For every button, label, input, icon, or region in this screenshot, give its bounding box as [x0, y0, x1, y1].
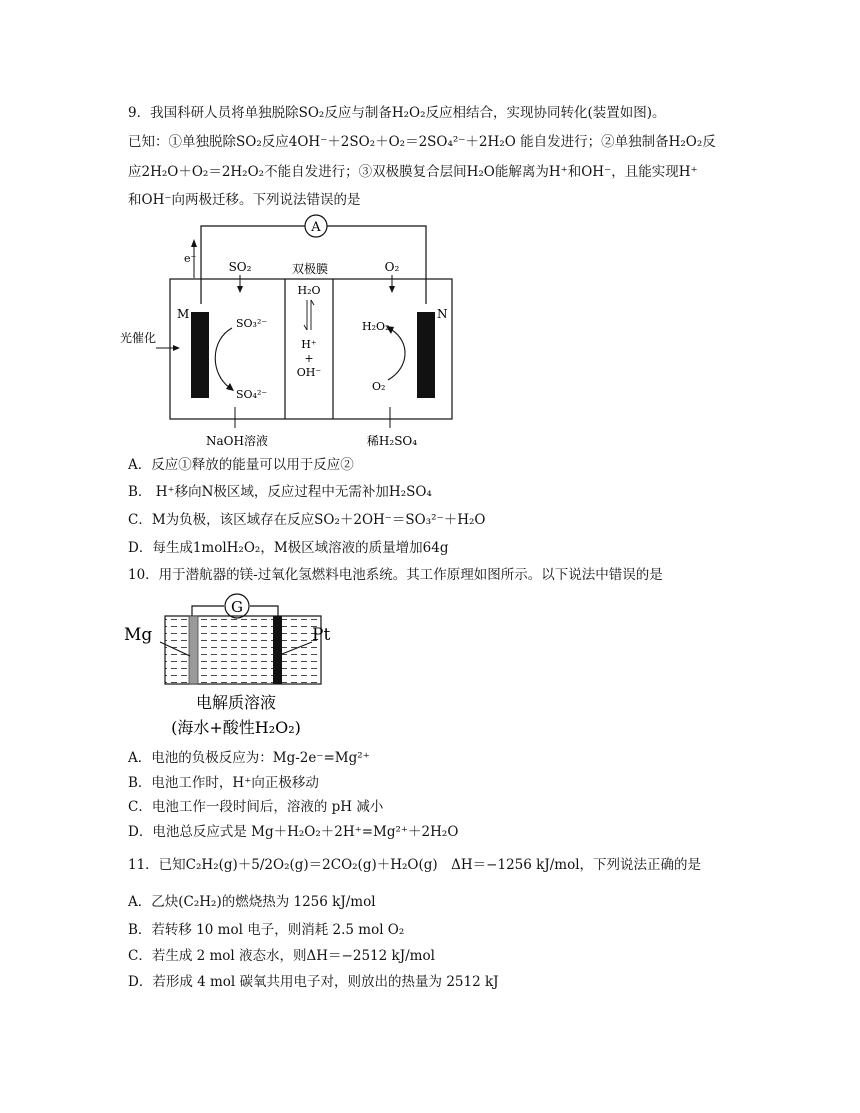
q9-option-d: D．每生成1molH₂O₂，M极区域溶液的质量增加64g — [128, 540, 449, 556]
membrane-oh-minus: OH⁻ — [296, 366, 322, 379]
q10-option-b: B．电池工作时，H⁺向正极移动 — [128, 775, 319, 791]
electrode-n-label: N — [437, 307, 448, 321]
left-curve-arrow-icon — [226, 383, 234, 391]
q10-option-c: C．电池工作一段时间后，溶液的 pH 减小 — [128, 799, 384, 815]
q9-stem-line-4: 和OH⁻向两极迁移。下列说法错误的是 — [128, 192, 361, 208]
mg-label: Mg — [124, 625, 153, 645]
peroxide-label: H₂O₂ — [362, 320, 390, 333]
q11-stem: 11．已知C₂H₂(g)＋5/2O₂(g)＝2CO₂(g)＋H₂O(g) ΔH＝−1256 kJ/mol，下列说法正确的是 — [128, 857, 702, 873]
electrode-m-label: M — [177, 307, 190, 321]
mg-electrode — [189, 616, 198, 684]
electrolyte-caption-2: (海水+酸性H₂O₂) — [171, 718, 301, 737]
q10-stem: 10．用于潜航器的镁-过氧化氢燃料电池系统。其工作原理如图所示。以下说法中错误的是 — [128, 567, 663, 583]
naoh-solution-label: NaOH溶液 — [206, 434, 268, 448]
meter-label: G — [231, 598, 243, 616]
membrane-water-label: H₂O — [297, 284, 321, 297]
o2-arrow-icon — [389, 286, 395, 293]
membrane-h-plus: H⁺ — [301, 338, 317, 351]
sulfite-label: SO₃²⁻ — [236, 317, 268, 330]
sulfate-label: SO₄²⁻ — [236, 388, 268, 401]
electron-label: e⁻ — [184, 252, 197, 265]
electrolyte-box — [165, 616, 321, 684]
electrolyte-caption-1: 电解质溶液 — [195, 693, 277, 712]
pt-electrode — [273, 616, 282, 684]
q9-stem-line-2: 已知：①单独脱除SO₂反应4OH⁻＋2SO₂＋O₂＝2SO₄²⁻＋2H₂O 能自发进行；②单独制备H₂O₂反 — [128, 134, 716, 150]
o2-inlet-label: O₂ — [384, 260, 400, 274]
light-label: 光催化 — [120, 331, 157, 345]
q10-option-d: D．电池总反应式是 Mg＋H₂O₂＋2H⁺=Mg²⁺＋2H₂O — [128, 824, 459, 840]
electrode-m — [191, 312, 209, 398]
membrane-label: 双极膜 — [291, 262, 329, 276]
o2-bottom-label: O₂ — [372, 380, 386, 393]
q11-option-b: B．若转移 10 mol 电子，则消耗 2.5 mol O₂ — [128, 922, 405, 938]
q11-option-c: C．若生成 2 mol 液态水，则ΔH＝−2512 kJ/mol — [128, 948, 435, 964]
q10-option-a: A．电池的负极反应为：Mg-2e⁻=Mg²⁺ — [128, 750, 370, 766]
membrane-plus: + — [304, 352, 314, 365]
q9-option-c: C．M为负极，该区域存在反应SO₂＋2OH⁻＝SO₃²⁻＋H₂O — [128, 512, 486, 528]
so2-arrow-icon — [237, 286, 243, 293]
q11-option-a: A．乙炔(C₂H₂)的燃烧热为 1256 kJ/mol — [128, 894, 376, 910]
q9-stem-line-1: 9．我国科研人员将单独脱除SO₂反应与制备H₂O₂反应相结合，实现协同转化(装置如图)。 — [128, 105, 666, 121]
so2-inlet-label: SO₂ — [228, 260, 252, 274]
light-arrow-icon — [173, 345, 180, 351]
q11-option-d: D．若形成 4 mol 碳氧共用电子对，则放出的热量为 2512 kJ — [128, 974, 499, 990]
q10-battery-diagram — [120, 588, 350, 743]
pt-label: Pt — [312, 625, 331, 645]
q9-option-a: A．反应①释放的能量可以用于反应② — [128, 457, 354, 473]
electron-arrow-icon — [191, 239, 197, 247]
q9-electrolysis-diagram — [120, 212, 465, 454]
q9-stem-line-3: 应2H₂O＋O₂＝2H₂O₂不能自发进行；③双极膜复合层间H₂O能解离为H⁺和OH⁻，且能实现H⁺ — [128, 164, 698, 180]
ammeter-label: A — [311, 220, 321, 235]
q9-option-b: B． H⁺移向N极区域，反应过程中无需补加H₂SO₄ — [128, 484, 432, 500]
electrode-n — [417, 312, 435, 398]
dilute-acid-label: 稀H₂SO₄ — [366, 434, 418, 448]
